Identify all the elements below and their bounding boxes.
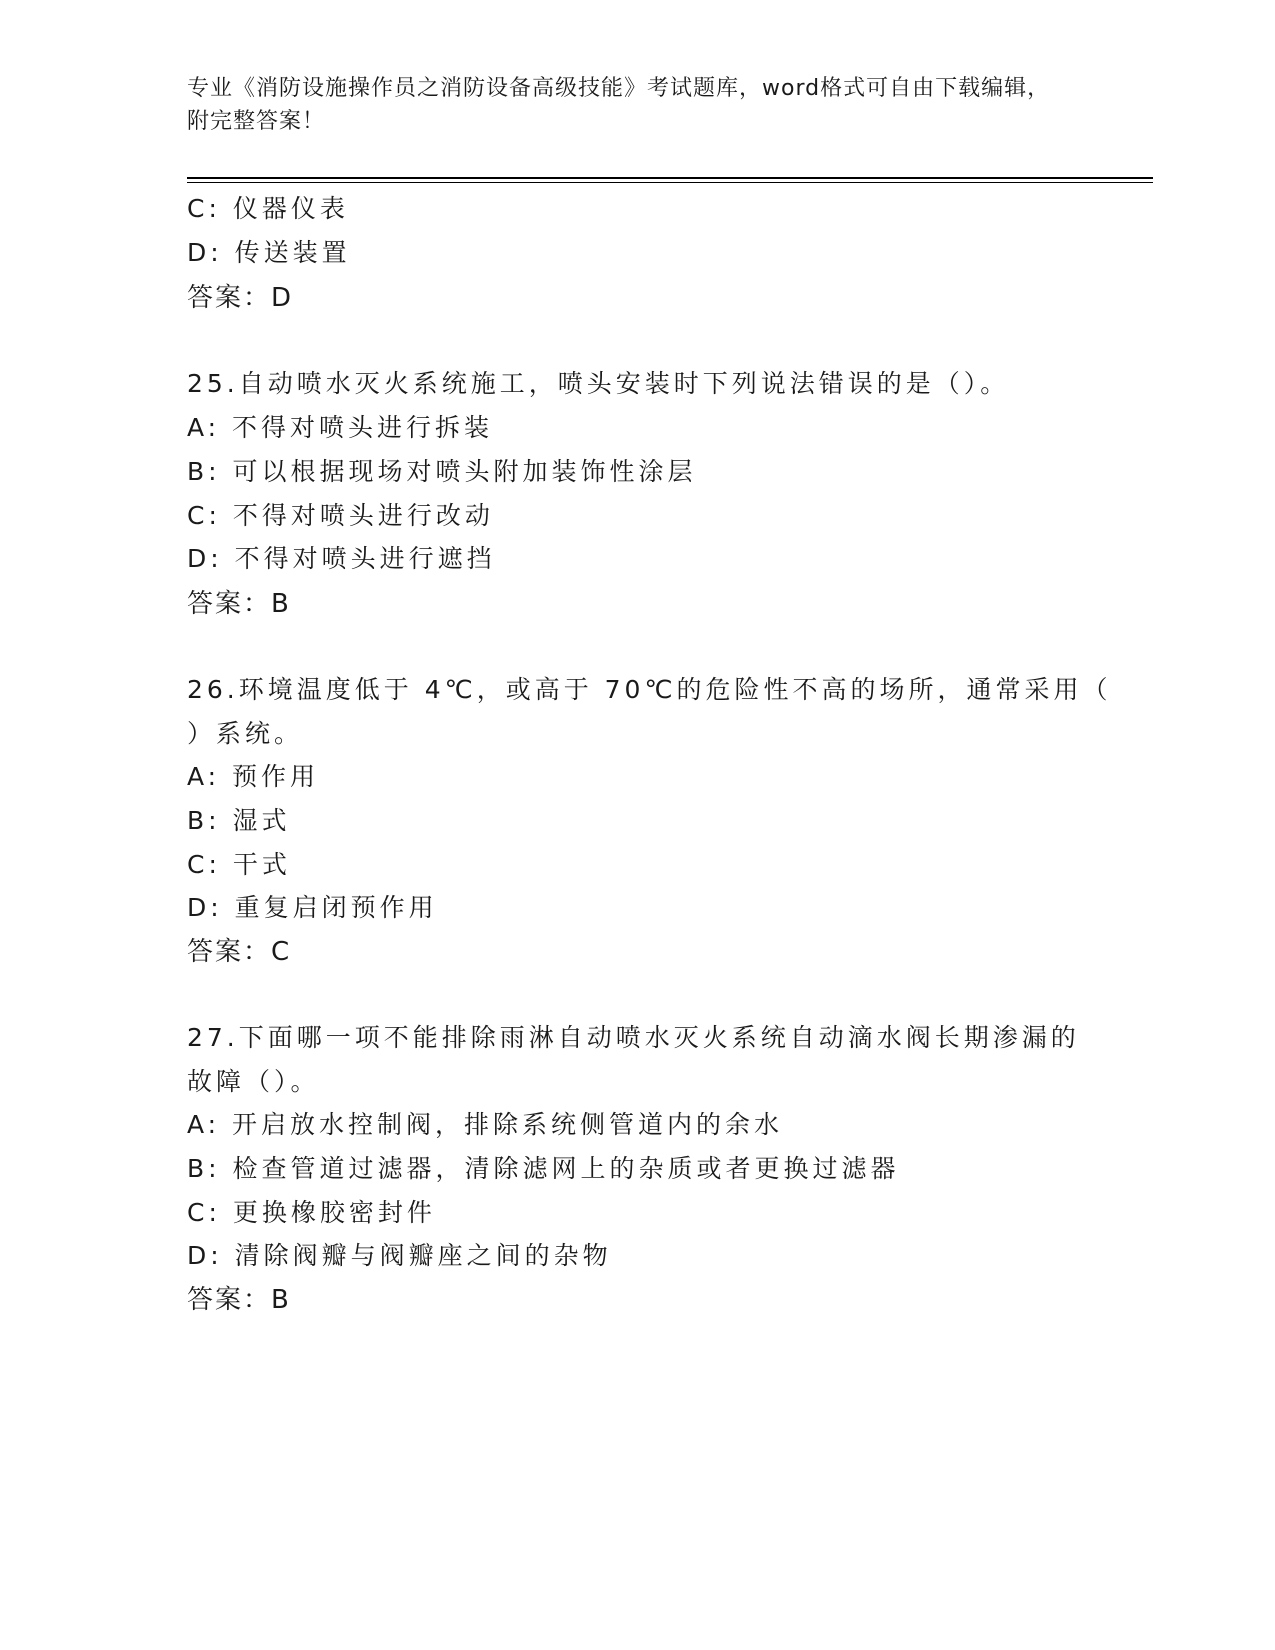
option-d: D: 重复启闭预作用 (187, 893, 438, 922)
answer-label: 答案： (187, 937, 272, 967)
option-b: B: 湿式 (187, 806, 291, 835)
option-d: D: 不得对喷头进行遮挡 (187, 544, 496, 573)
answer-value: D (271, 283, 292, 313)
question-stem-continued: 故障（）。 (187, 1067, 320, 1096)
option-d: D: 传送装置 (187, 238, 351, 267)
option-a: A: 不得对喷头进行拆装 (187, 413, 494, 442)
answer-label: 答案： (187, 589, 272, 619)
option-c: C: 更换橡胶密封件 (187, 1198, 436, 1227)
option-a: A: 预作用 (187, 762, 320, 791)
answer-value: B (271, 1285, 289, 1315)
question-stem: 26.环境温度低于 4℃，或高于 70℃的危险性不高的场所，通常采用（ (187, 675, 1112, 704)
option-b: B: 检查管道过滤器，清除滤网上的杂质或者更换过滤器 (187, 1154, 900, 1183)
header-divider-thick (187, 177, 1153, 179)
option-d: D: 清除阀瓣与阀瓣座之间的杂物 (187, 1241, 612, 1270)
option-c: C: 不得对喷头进行改动 (187, 501, 494, 530)
option-a: A: 开启放水控制阀，排除系统侧管道内的余水 (187, 1110, 784, 1139)
answer-value: B (271, 589, 289, 619)
header-divider-thin (187, 182, 1153, 183)
answer-value: C (271, 937, 290, 967)
option-b: B: 可以根据现场对喷头附加装饰性涂层 (187, 457, 697, 486)
answer-line (187, 282, 291, 314)
answer-label: 答案： (187, 283, 272, 313)
answer-line (187, 936, 289, 968)
document-header: 专业《消防设施操作员之消防设备高级技能》考试题库，word格式可自由下载编辑，附完整答案！ (187, 76, 1051, 134)
question-stem: 25.自动喷水灭火系统施工，喷头安装时下列说法错误的是（）。 (187, 369, 1010, 398)
answer-line (187, 588, 289, 620)
answer-line (187, 1284, 289, 1316)
answer-label: 答案： (187, 1285, 272, 1315)
option-c: C: 仪器仪表 (187, 194, 349, 223)
question-stem-continued: ）系统。 (187, 719, 304, 748)
option-c: C: 干式 (187, 850, 291, 879)
question-stem: 27.下面哪一项不能排除雨淋自动喷水灭火系统自动滴水阀长期渗漏的 (187, 1023, 1080, 1052)
